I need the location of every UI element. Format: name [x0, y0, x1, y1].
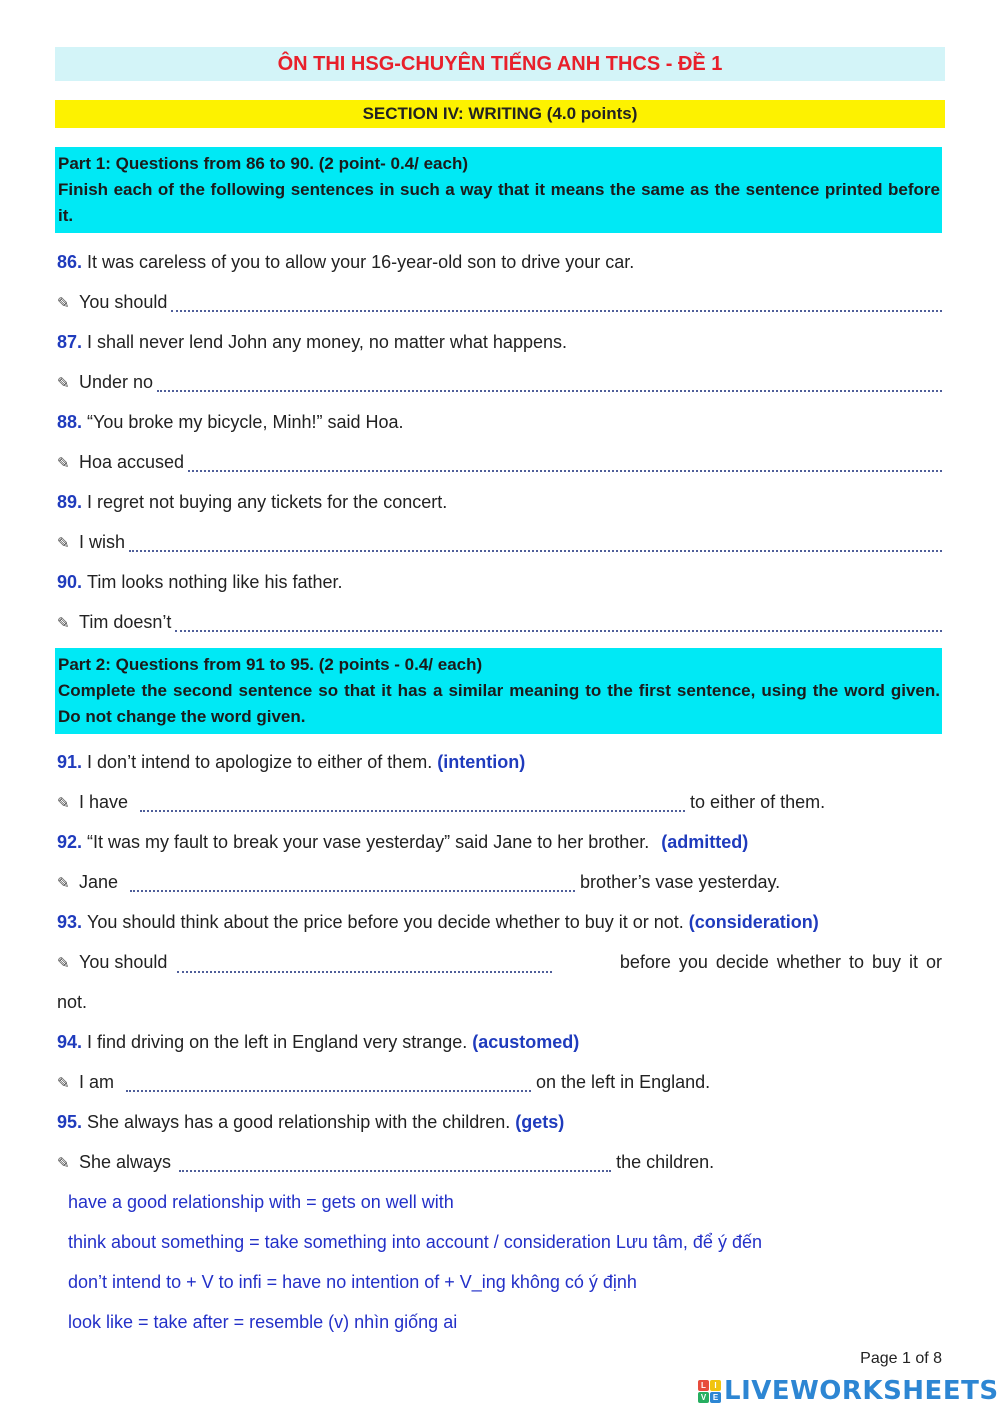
answer-blank[interactable] — [130, 876, 575, 892]
pencil-icon: ✎ — [57, 875, 70, 892]
question-93 — [57, 908, 942, 936]
answer-end: brother’s vase yesterday. — [580, 872, 781, 892]
pencil-icon: ✎ — [57, 295, 70, 312]
part2-instruction: Complete the second sentence so that it has a similar meaning to the first sentence, using the word given. Do not change the word given. — [58, 681, 940, 726]
note-line: look like = take after = resemble (v) nhìn giống ai — [68, 1312, 458, 1332]
answer-row-92 — [57, 868, 942, 896]
answer-blank[interactable] — [129, 536, 942, 552]
keyword: (admitted) — [661, 832, 749, 852]
pencil-icon: ✎ — [57, 535, 70, 552]
question-number: 86. — [57, 252, 83, 272]
answer-blank[interactable] — [175, 616, 942, 632]
question-number: 88. — [57, 412, 83, 432]
answer-end: on the left in England. — [536, 1072, 711, 1092]
keyword: (intention) — [437, 752, 526, 772]
part1-instruction: Finish each of the following sentences in such a way that it means the same as the sentence printed before it. — [58, 180, 940, 225]
answer-blank[interactable] — [171, 296, 942, 312]
question-number: 89. — [57, 492, 83, 512]
question-sentence: “You broke my bicycle, Minh!” said Hoa. — [87, 412, 404, 432]
question-91 — [57, 748, 942, 776]
answer-row-91 — [57, 788, 942, 816]
question-sentence: I regret not buying any tickets for the concert. — [87, 492, 448, 512]
question-number: 90. — [57, 572, 83, 592]
answer-start: I wish — [79, 532, 126, 552]
question-number: 87. — [57, 332, 83, 352]
keyword: (gets) — [515, 1112, 565, 1132]
part2-heading: Part 2: Questions from 91 to 95. (2 points - 0.4/ each) — [58, 655, 483, 674]
pencil-icon: ✎ — [57, 455, 70, 472]
logo-tile: E — [710, 1392, 721, 1403]
pencil-icon: ✎ — [57, 795, 70, 812]
part2-header — [55, 648, 942, 734]
note-line: think about something = take something into account / consideration Lưu tâm, để ý đến — [68, 1232, 762, 1252]
answer-start: Jane — [79, 872, 119, 892]
answer-row-87 — [57, 368, 942, 396]
question-94 — [57, 1028, 942, 1056]
page-number: Page 1 of 8 — [860, 1350, 942, 1367]
question-86 — [57, 248, 942, 276]
part1-header — [55, 147, 942, 233]
answer-row-86 — [57, 288, 942, 316]
question-number: 93. — [57, 912, 83, 932]
answer-start: You should — [79, 292, 168, 312]
logo-tile: I — [710, 1380, 721, 1391]
question-sentence: She always has a good relationship with the children. — [87, 1112, 511, 1132]
pencil-icon: ✎ — [57, 955, 70, 972]
answer-blank[interactable] — [179, 1156, 611, 1172]
answer-blank[interactable] — [140, 796, 685, 812]
answer-start: Under no — [79, 372, 154, 392]
answer-end-continued: not. — [57, 992, 88, 1012]
answer-row-88 — [57, 448, 942, 476]
answer-row-90 — [57, 608, 942, 636]
answer-start: Hoa accused — [79, 452, 185, 472]
liveworksheets-logo[interactable] — [698, 1376, 999, 1406]
question-sentence: I don’t intend to apologize to either of them. — [87, 752, 433, 772]
section-heading: SECTION IV: WRITING (4.0 points) — [55, 100, 945, 128]
question-number: 94. — [57, 1032, 83, 1052]
note-line: have a good relationship with = gets on well with — [68, 1192, 454, 1212]
question-95 — [57, 1108, 942, 1136]
answer-start: You should — [79, 952, 168, 972]
question-sentence: I find driving on the left in England very strange. — [87, 1032, 468, 1052]
question-92 — [57, 828, 942, 856]
note-line: don’t intend to + V to infi = have no intention of + V_ing không có ý định — [68, 1272, 637, 1292]
logo-tile: V — [698, 1392, 709, 1403]
answer-blank[interactable] — [188, 456, 942, 472]
answer-start: I am — [79, 1072, 115, 1092]
answer-start: Tim doesn’t — [79, 612, 172, 632]
logo-tile: L — [698, 1380, 709, 1391]
pencil-icon: ✎ — [57, 1155, 70, 1172]
keyword: (consideration) — [688, 912, 819, 932]
question-sentence: You should think about the price before you decide whether to buy it or not. — [87, 912, 684, 932]
answer-end: to either of them. — [690, 792, 826, 812]
answer-row-93-continued — [57, 988, 942, 1016]
logo-wordmark: LIVEWORKSHEETS — [724, 1376, 999, 1406]
question-sentence: “It was my fault to break your vase yesterday” said Jane to her brother. — [87, 832, 650, 852]
pencil-icon: ✎ — [57, 1075, 70, 1092]
answer-row-93 — [57, 948, 942, 976]
logo-tiles-icon — [698, 1380, 721, 1403]
question-number: 91. — [57, 752, 83, 772]
question-89 — [57, 488, 942, 516]
answer-start: She always — [79, 1152, 172, 1172]
worksheet-title: ÔN THI HSG-CHUYÊN TIẾNG ANH THCS - ĐỀ 1 — [55, 47, 945, 81]
answer-end: the children. — [616, 1152, 715, 1172]
question-90 — [57, 568, 942, 596]
pencil-icon: ✎ — [57, 615, 70, 632]
answer-start: I have — [79, 792, 129, 812]
keyword: (acustomed) — [472, 1032, 580, 1052]
answer-row-94 — [57, 1068, 942, 1096]
question-number: 92. — [57, 832, 83, 852]
pencil-icon: ✎ — [57, 375, 70, 392]
answer-blank[interactable] — [126, 1076, 531, 1092]
answer-row-95 — [57, 1148, 942, 1176]
question-sentence: Tim looks nothing like his father. — [87, 572, 343, 592]
question-number: 95. — [57, 1112, 83, 1132]
question-87 — [57, 328, 942, 356]
answer-end: before you decide whether to buy it or — [619, 952, 942, 972]
part1-heading: Part 1: Questions from 86 to 90. (2 point- 0.4/ each) — [58, 154, 468, 173]
answer-row-89 — [57, 528, 942, 556]
answer-blank[interactable] — [157, 376, 942, 392]
answer-blank[interactable] — [177, 957, 552, 973]
question-sentence: I shall never lend John any money, no matter what happens. — [87, 332, 567, 352]
question-sentence: It was careless of you to allow your 16-year-old son to drive your car. — [87, 252, 635, 272]
question-88 — [57, 408, 942, 436]
